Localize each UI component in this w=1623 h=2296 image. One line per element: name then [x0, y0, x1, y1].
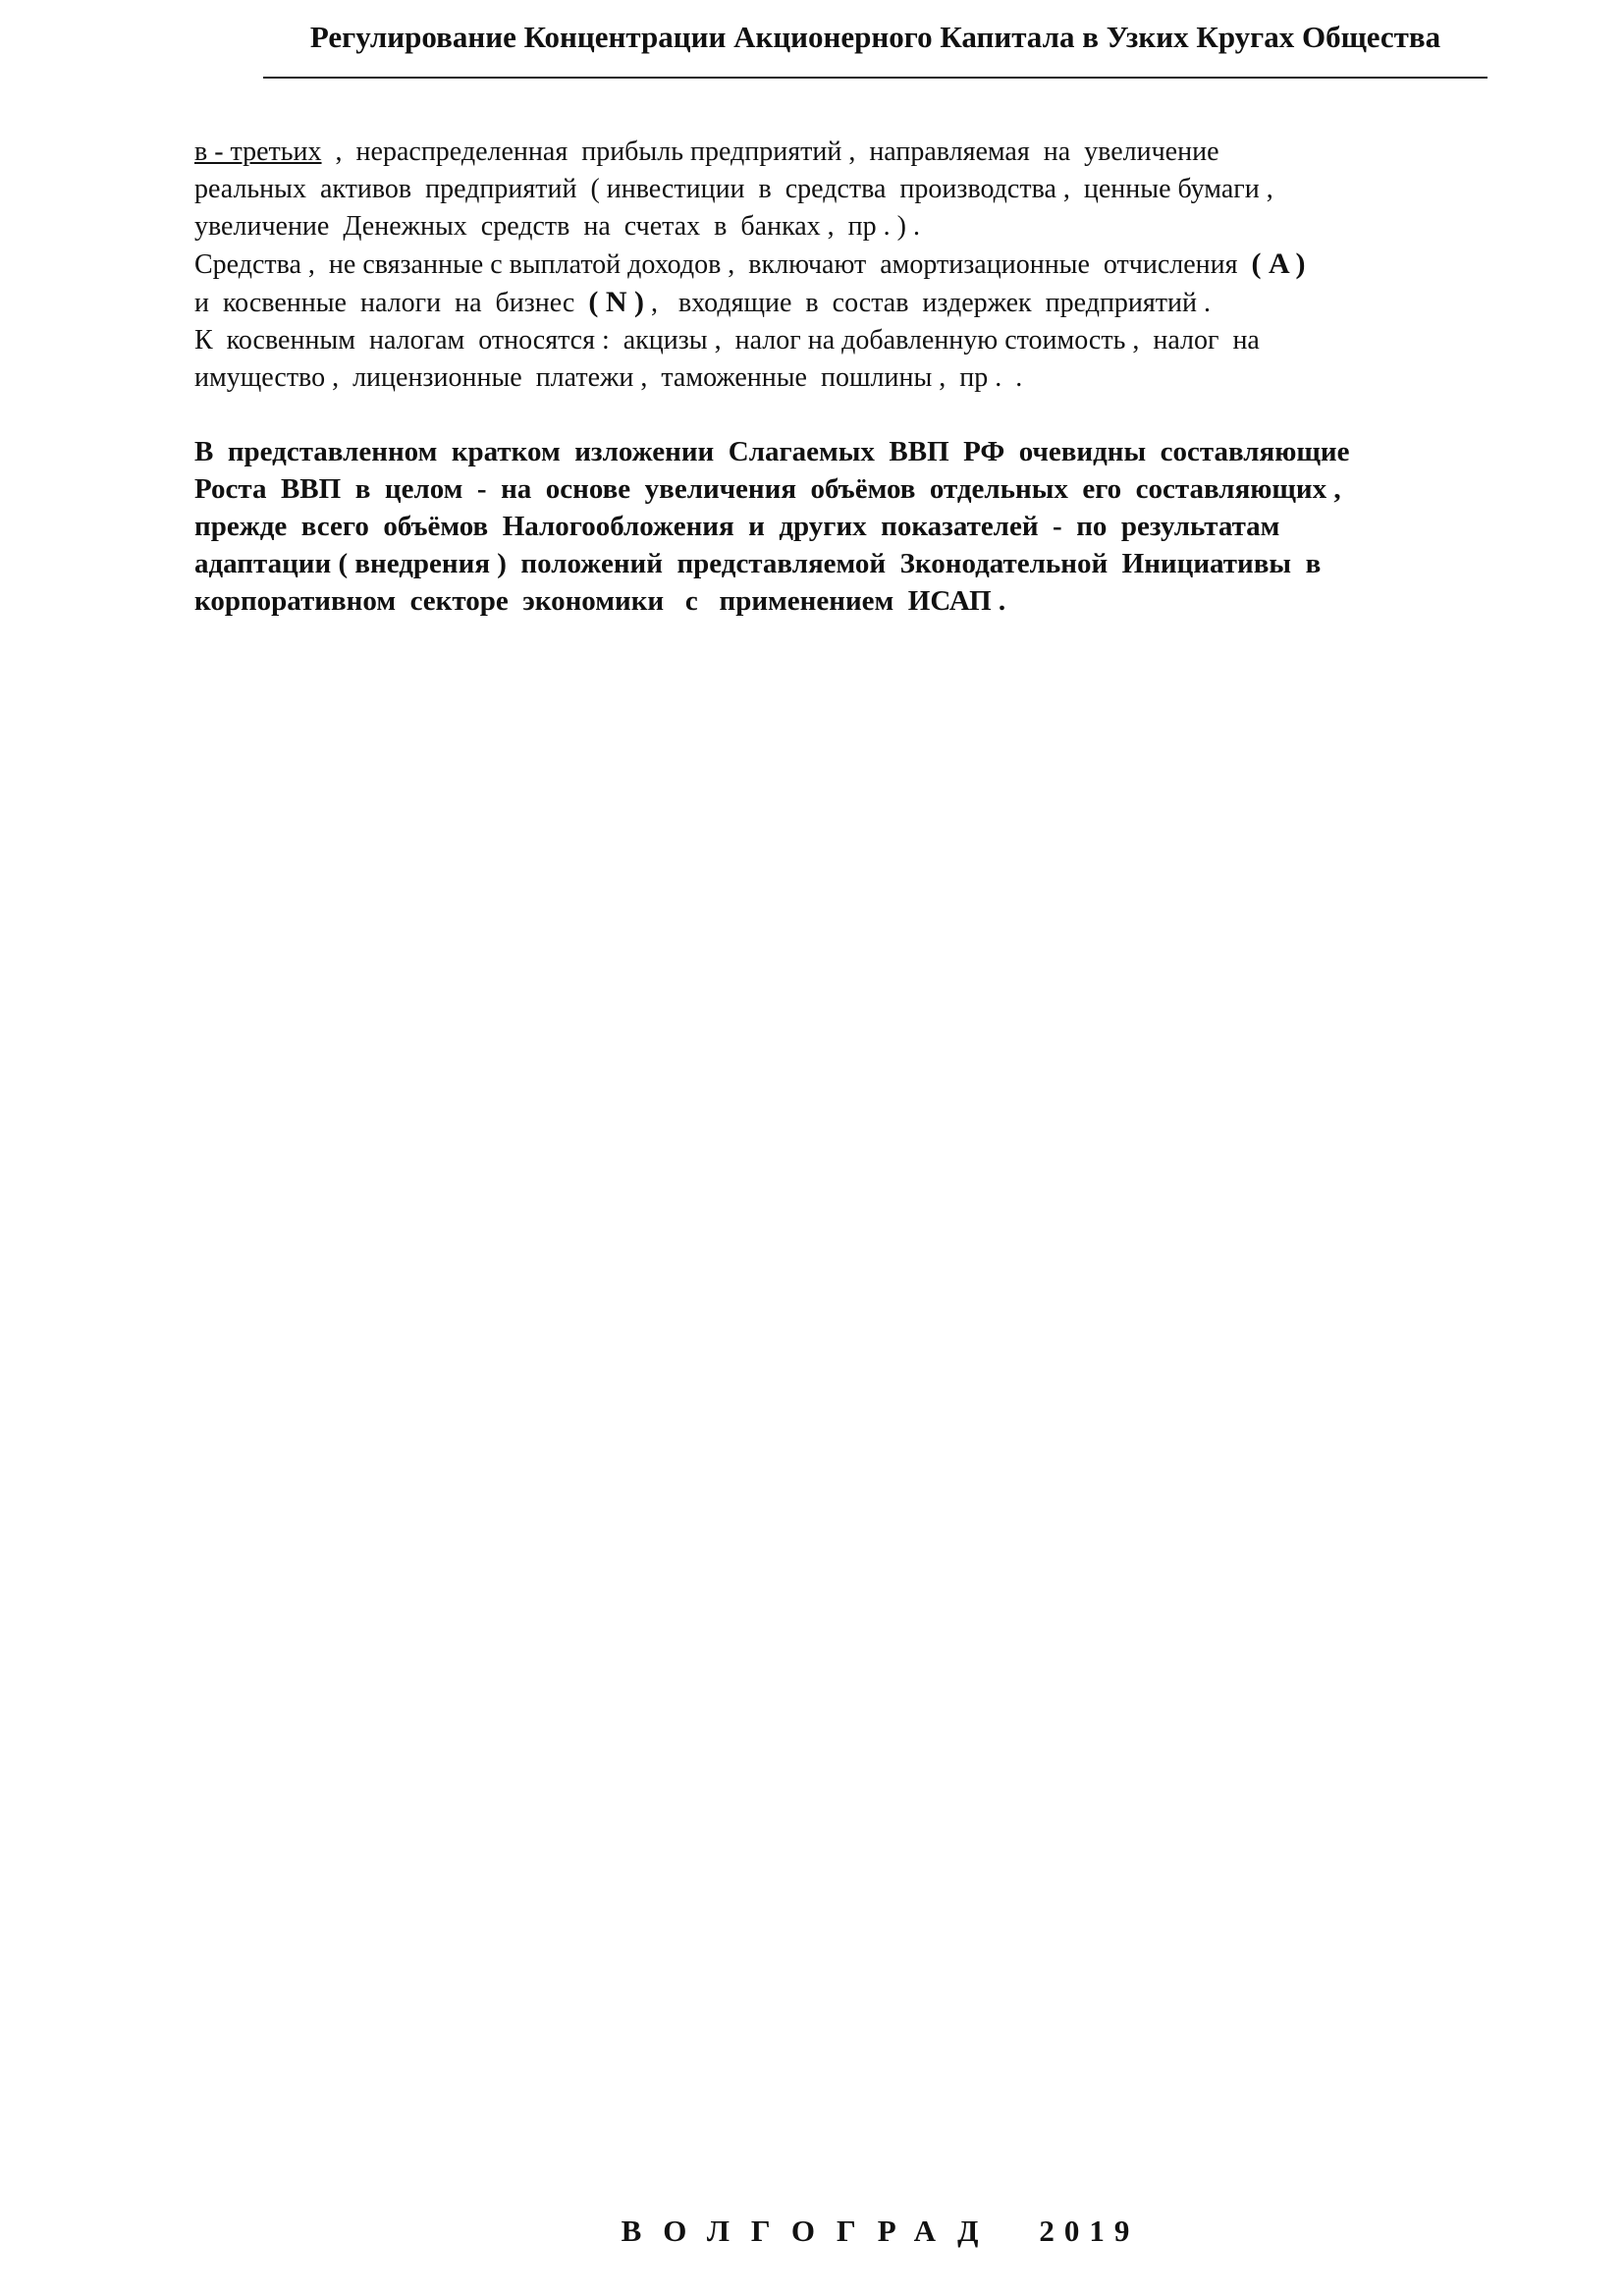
text-fragment: , входящие в состав издержек предприятий . — [643, 288, 1211, 318]
text-fragment: , нераспределенная прибыль предприятий , направляемая на увеличение — [321, 137, 1219, 167]
page-title: Регулирование Концентрации Акционерного Капитала в Узких Кругах Общества — [309, 20, 1441, 54]
body-paragraph — [194, 134, 1549, 397]
text-line — [194, 246, 1549, 284]
text-line: Роста ВВП в целом - на основе увеличения объёмов отдельных его составляющих , — [194, 473, 1341, 505]
text-line — [194, 134, 1549, 171]
text-line — [194, 284, 1549, 322]
page-footer — [0, 2214, 1623, 2249]
text-line: В представленном кратком изложении Слагаемых ВВП РФ очевидны составляющие — [194, 436, 1350, 467]
text-line: имущество , лицензионные платежи , таможенные пошлины , пр . . — [194, 362, 1023, 393]
page-header — [0, 18, 1623, 57]
conclusion-paragraph — [194, 433, 1549, 620]
header-divider — [263, 77, 1488, 79]
text-line: реальных активов предприятий ( инвестиции в средства производства , ценные бумаги , — [194, 174, 1273, 204]
symbol-n: ( N ) — [588, 286, 644, 318]
text-line: корпоративном секторе экономики с применением ИСАП . — [194, 585, 1006, 617]
text-line: адаптации ( внедрения ) положений представляемой Зконодательной Инициативы в — [194, 548, 1322, 579]
text-line: К косвенным налогам относятся : акцизы , налог на добавленную стоимость , налог на — [194, 325, 1260, 355]
text-line: увеличение Денежных средств на счетах в банках , пр . ) . — [194, 211, 920, 242]
enumeration-label: в - третьих — [194, 137, 322, 167]
text-fragment: и косвенные налоги на бизнес — [194, 288, 589, 318]
text-fragment: Средства , не связанные с выплатой доходов , включают амортизационные отчисления — [194, 249, 1252, 280]
symbol-a: ( A ) — [1251, 247, 1306, 280]
text-line: прежде всего объёмов Налогообложения и других показателей - по результатам — [194, 511, 1280, 542]
footer-year: 2019 — [1039, 2214, 1140, 2248]
footer-city: ВОЛГОГРАД — [621, 2214, 1001, 2248]
